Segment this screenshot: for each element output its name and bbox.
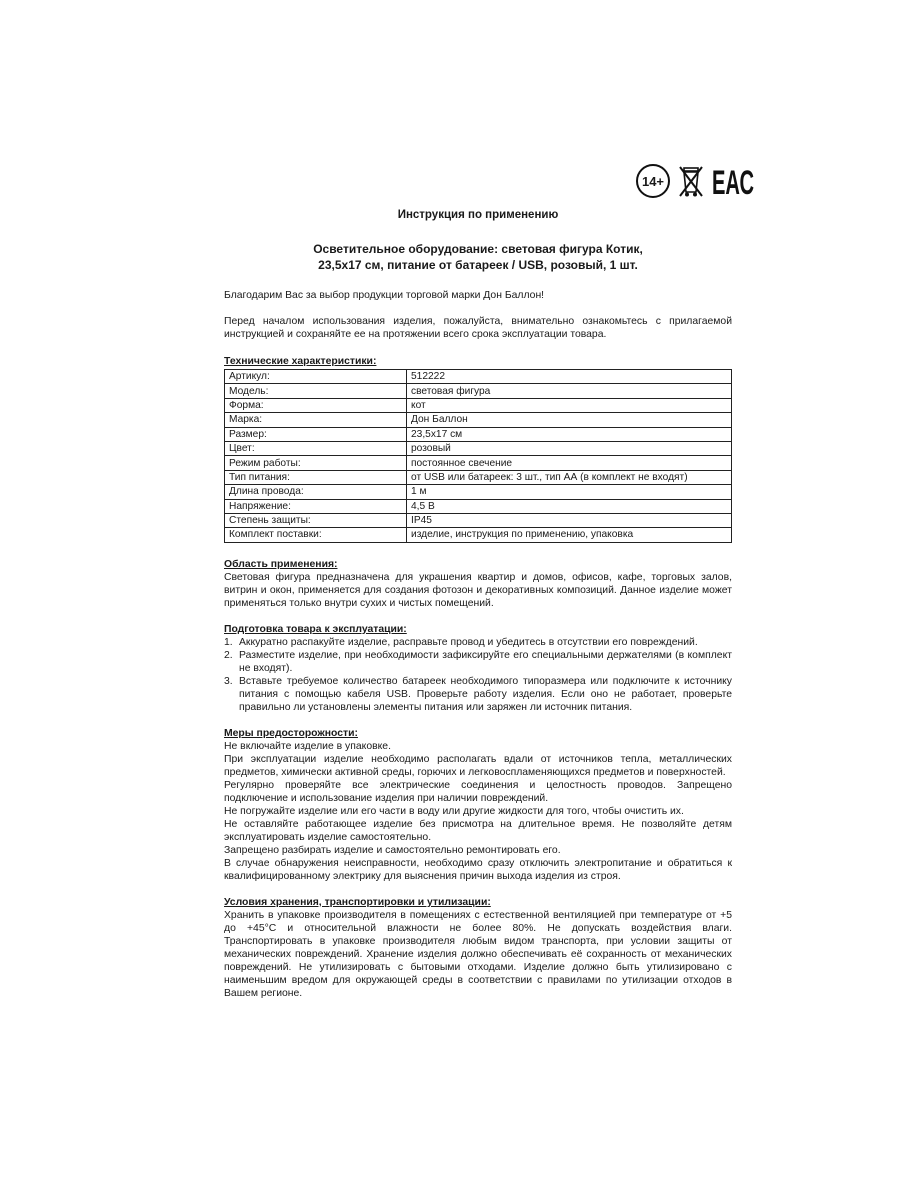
step-text: Аккуратно распакуйте изделие, расправьте провод и убедитесь в отсутствии его повреждений.: [239, 636, 698, 648]
scope-heading: Область применения:: [224, 558, 338, 570]
age-rating-label: 14+: [641, 173, 665, 189]
precaution-item: В случае обнаружения неисправности, необходимо сразу отключить электропитание и обратиться к квалифицированному электрику для выяснения причин выхода изделия из строя.: [224, 857, 732, 882]
precautions-section: [224, 727, 732, 883]
spec-key: Марка:: [225, 413, 407, 427]
spec-key: Режим работы:: [225, 456, 407, 470]
spec-row: [225, 485, 732, 499]
spec-value: 23,5х17 см: [407, 427, 732, 441]
intro-text: Перед началом использования изделия, пожалуйста, внимательно ознакомьтесь с прилагаемой инструкцией и сохраняйте ее на протяжении всего срока эксплуатации товара.: [224, 316, 732, 340]
product-title: [224, 241, 732, 273]
spec-key: Длина провода:: [225, 485, 407, 499]
preparation-heading: Подготовка товара к эксплуатации:: [224, 623, 407, 635]
document-title: Инструкция по применению: [397, 209, 559, 221]
spec-value: розовый: [407, 441, 732, 455]
spec-key: Артикул:: [225, 370, 407, 384]
specs-heading: Технические характеристики:: [224, 356, 377, 367]
specs-section: [224, 355, 732, 543]
spec-value: изделие, инструкция по применению, упаковка: [407, 528, 732, 542]
spec-value: IP45: [407, 513, 732, 527]
spec-row: [225, 413, 732, 427]
spec-row: [225, 470, 732, 484]
precaution-item: Не включайте изделие в упаковке.: [224, 740, 391, 752]
spec-key: Форма:: [225, 398, 407, 412]
crossed-bin-icon: [678, 164, 704, 198]
preparation-step: [224, 649, 732, 675]
spec-key: Тип питания:: [225, 470, 407, 484]
product-title-line-2: 23,5х17 см, питание от батареек / USB, розовый, 1 шт.: [318, 258, 638, 272]
age-rating-badge: [636, 164, 670, 198]
step-text: Вставьте требуемое количество батареек необходимого типоразмера или подключите к источнику питания с помощью кабеля USB. Проверьте работу изделия. Если оно не работает, проверьте правильно ли установлены элементы питания или заряжен ли источник питания.: [239, 675, 732, 713]
spec-row: [225, 456, 732, 470]
spec-value: кот: [407, 398, 732, 412]
precaution-item: При эксплуатации изделие необходимо располагать вдали от источников тепла, металлических предметов, химически активной среды, горючих и легковоспламеняющихся предметов и поверхностей.: [224, 753, 732, 778]
spec-row: [225, 499, 732, 513]
spec-value: Дон Баллон: [407, 413, 732, 427]
specs-table: [224, 369, 732, 543]
scope-text: Световая фигура предназначена для украшения квартир и домов, офисов, кафе, торговых залов, витрин и окон, применяется для создания фотозон и декоративных композиций. Данное изделие может применяться только внутри сухих и чистых помещений.: [224, 571, 732, 609]
spec-value: 4,5 В: [407, 499, 732, 513]
precaution-item: Регулярно проверяйте все электрические соединения и целостность проводов. Запрещено подключение и использование изделия при наличии повреждений.: [224, 779, 732, 804]
spec-row: [225, 427, 732, 441]
spec-key: Размер:: [225, 427, 407, 441]
spec-row: [225, 370, 732, 384]
preparation-step: [224, 675, 732, 714]
thanks-text: Благодарим Вас за выбор продукции торговой марки Дон Баллон!: [224, 290, 545, 301]
spec-value: световая фигура: [407, 384, 732, 398]
precaution-item: Не погружайте изделие или его части в воду или другие жидкости для того, чтобы очистить их.: [224, 805, 684, 817]
spec-key: Цвет:: [225, 441, 407, 455]
storage-text: Хранить в упаковке производителя в помещениях с естественной вентиляцией при температуре от +5 до +45°С и относительной влажности не более 80%. Не допускать воздействия влаги. Транспортировать в упаковке производителя любым видом транспорта, при условии защиты от механических повреждений. Хранение изделия должно обеспечивать её сохранность от механических повреждений. Не утилизировать с бытовыми отходами. Изделие должно быть утилизировано с наименьшим вредом для окружающей среды в соответствии с правилами по утилизации отходов в Вашем регионе.: [224, 909, 732, 999]
product-title-line-1: Осветительное оборудование: световая фигура Котик,: [313, 242, 643, 256]
spec-value: постоянное свечение: [407, 456, 732, 470]
spec-value: 512222: [407, 370, 732, 384]
svg-text:ЕАС: ЕАС: [712, 164, 754, 202]
spec-row: [225, 398, 732, 412]
precaution-item: Не оставляйте работающее изделие без присмотра на длительное время. Не позволяйте детям эксплуатировать изделие самостоятельно.: [224, 818, 732, 843]
precautions-heading: Меры предосторожности:: [224, 727, 358, 739]
spec-row: [225, 441, 732, 455]
precaution-item: Запрещено разбирать изделие и самостоятельно ремонтировать его.: [224, 844, 561, 856]
instruction-document: [224, 208, 732, 1013]
spec-key: Комплект поставки:: [225, 528, 407, 542]
spec-row: [225, 384, 732, 398]
step-number: 1.: [224, 636, 233, 648]
step-text: Разместите изделие, при необходимости зафиксируйте его специальными держателями (в комплект не входят).: [239, 649, 732, 674]
storage-section: [224, 896, 732, 1000]
preparation-step: [224, 636, 732, 649]
spec-value: от USB или батареек: 3 шт., тип АА (в комплект не входят): [407, 470, 732, 484]
preparation-section: [224, 623, 732, 714]
eac-mark-icon: [712, 164, 754, 202]
preparation-steps: [224, 636, 732, 714]
step-number: 2.: [224, 649, 233, 661]
scope-section: [224, 558, 732, 610]
storage-heading: Условия хранения, транспортировки и утилизации:: [224, 896, 491, 908]
spec-value: 1 м: [407, 485, 732, 499]
spec-key: Степень защиты:: [225, 513, 407, 527]
spec-key: Напряжение:: [225, 499, 407, 513]
spec-row: [225, 513, 732, 527]
certification-marks: [636, 160, 756, 202]
spec-key: Модель:: [225, 384, 407, 398]
spec-row: [225, 528, 732, 542]
step-number: 3.: [224, 675, 233, 687]
precautions-list: [224, 740, 732, 883]
